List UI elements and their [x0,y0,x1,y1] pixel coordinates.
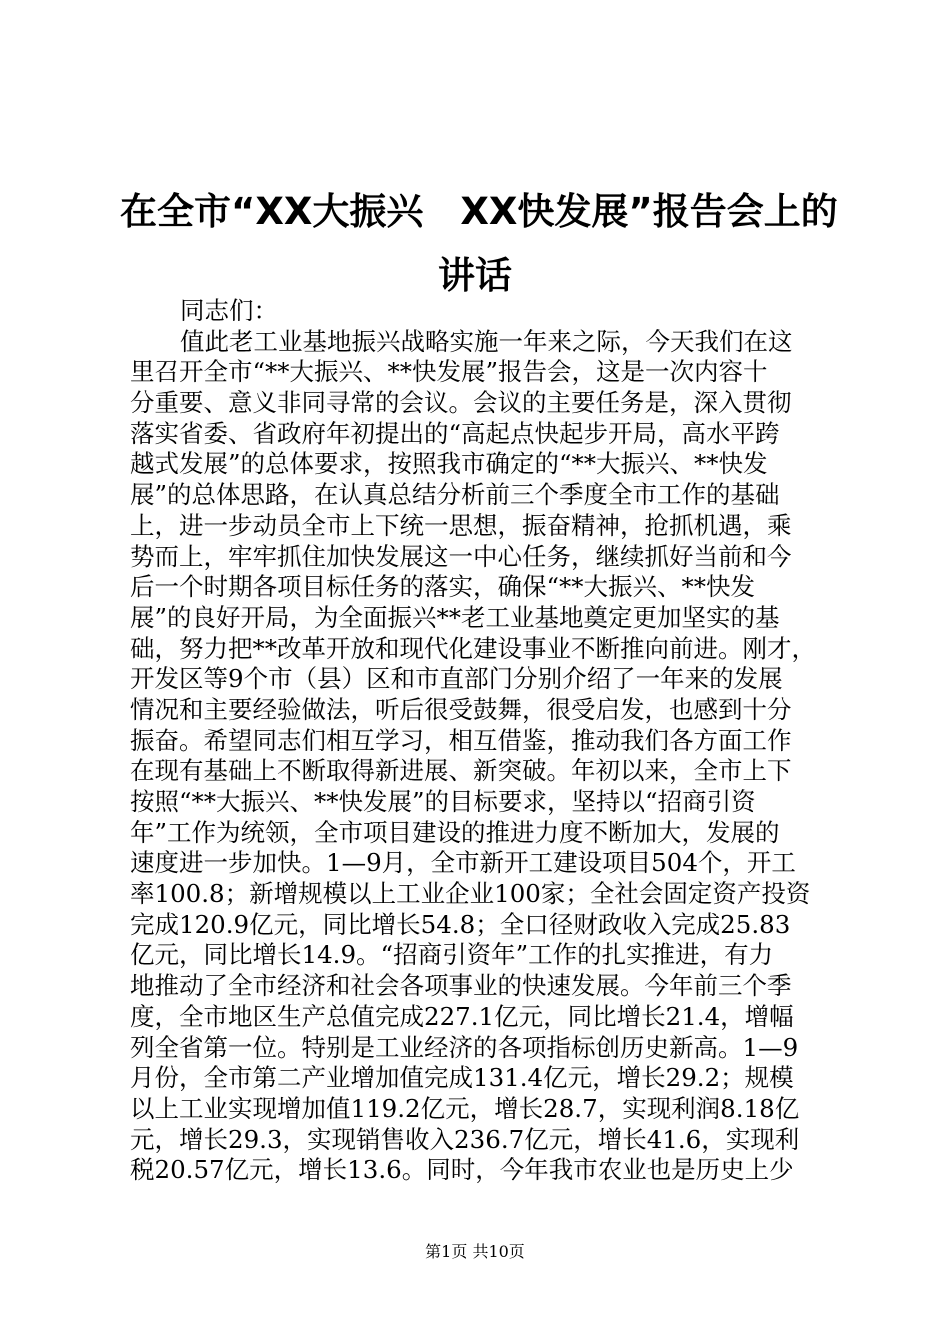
body-line: 势而上，牢牢抓住加快发展这一中心任务，继续抓好当前和今 [130,541,792,571]
body-line: 落实省委、省政府年初提出的“高起点快起步开局，高水平跨 [130,418,780,448]
title-line-2: 讲话 [438,254,512,297]
body-line: 按照“**大振兴、**快发展”的目标要求，坚持以“招商引资 [130,787,756,816]
salutation: 同志们： [180,296,278,325]
body-line: 分重要、意义非同寻常的会议。会议的主要任务是，深入贯彻 [130,388,792,418]
body-line: 展”的总体思路，在认真总结分析前三个季度全市工作的基础 [130,480,780,510]
body-line: 础，努力把**改革开放和现代化建设事业不断推向前进。刚才， [130,633,816,663]
title-line-1: 在全市“XX大振兴 XX快发展”报告会上的 [120,190,838,233]
body-line: 以上工业实现增加值119.2亿元，增长28.7，实现利润8.18亿 [130,1093,800,1123]
document-title [120,180,838,308]
document-body [130,296,830,1186]
body-line: 速度进一步加快。1—9月，全市新开工建设项目504个，开工 [130,848,796,878]
body-line: 列全省第一位。特别是工业经济的各项指标创历史新高。1—9 [130,1032,799,1062]
body-line: 在现有基础上不断取得新进展、新突破。年初以来，全市上下 [130,756,792,786]
body-line: 完成120.9亿元，同比增长54.8；全口径财政收入完成25.83 [130,909,791,939]
body-line: 亿元，同比增长14.9。“招商引资年”工作的扎实推进，有力 [130,940,774,970]
body-line: 上，进一步动员全市上下统一思想，振奋精神，抢抓机遇，乘 [130,510,792,540]
body-line: 税20.57亿元，增长13.6。同时，今年我市农业也是历史上少 [130,1155,794,1185]
body-line: 展”的良好开局，为全面振兴**老工业基地奠定更加坚实的基 [130,602,780,632]
body-line: 元，增长29.3，实现销售收入236.7亿元，增长41.6，实现利 [130,1124,800,1154]
body-line: 开发区等9个市（县）区和市直部门分别介绍了一年来的发展 [130,664,783,694]
body-line: 率100.8；新增规模以上工业企业100家；全社会固定资产投资 [130,879,811,909]
page-footer [0,1240,950,1264]
body-line: 振奋。希望同志们相互学习，相互借鉴，推动我们各方面工作 [130,725,792,755]
body-line: 值此老工业基地振兴战略实施一年来之际，今天我们在这 [180,326,793,356]
body-line: 度，全市地区生产总值完成227.1亿元，同比增长21.4，增幅 [130,1001,794,1031]
body-line: 里召开全市“**大振兴、**快发展”报告会，这是一次内容十 [130,357,768,387]
body-line: 越式发展”的总体要求，按照我市确定的“**大振兴、**快发 [130,449,768,479]
body-line: 地推动了全市经济和社会各项事业的快速发展。今年前三个季 [130,971,792,1001]
body-line: 后一个时期各项目标任务的落实，确保“**大振兴、**快发 [130,572,756,602]
page-indicator: 第1页 共10页 [425,1242,525,1261]
body-line: 年”工作为统领，全市项目建设的推进力度不断加大，发展的 [130,817,780,847]
body-line: 情况和主要经验做法，听后很受鼓舞，很受启发，也感到十分 [130,694,792,724]
body-line: 月份，全市第二产业增加值完成131.4亿元，增长29.2；规模 [130,1063,794,1093]
